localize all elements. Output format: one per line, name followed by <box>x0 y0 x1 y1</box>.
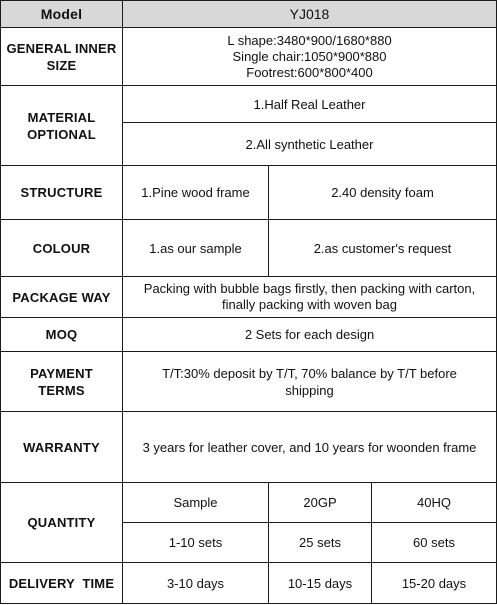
warranty-label: WARRANTY <box>1 412 123 483</box>
inner-size-label: GENERAL INNER SIZE <box>1 28 123 86</box>
structure-label: STRUCTURE <box>1 166 123 220</box>
quantity-value-20gp: 25 sets <box>269 523 372 563</box>
warranty-value: 3 years for leather cover, and 10 years for woonden frame <box>123 412 497 483</box>
payment-value: T/T:30% deposit by T/T, 70% balance by T/T before shipping <box>123 352 497 412</box>
structure-item-1: 1.Pine wood frame <box>123 166 269 220</box>
quantity-header-40hq: 40HQ <box>372 483 497 523</box>
model-label: Model <box>1 1 123 28</box>
delivery-value-20gp: 10-15 days <box>269 563 372 604</box>
quantity-label: QUANTITY <box>1 483 123 563</box>
material-label: MATERIAL OPTIONAL <box>1 86 123 166</box>
quantity-header-sample: Sample <box>123 483 269 523</box>
delivery-value-sample: 3-10 days <box>123 563 269 604</box>
material-option-1: 1.Half Real Leather <box>123 86 497 123</box>
package-value: Packing with bubble bags firstly, then packing with carton, finally packing with woven bag <box>123 277 497 318</box>
moq-value: 2 Sets for each design <box>123 318 497 352</box>
moq-label: MOQ <box>1 318 123 352</box>
material-option-2: 2.All synthetic Leather <box>123 123 497 166</box>
quantity-value-sample: 1-10 sets <box>123 523 269 563</box>
delivery-label: DELIVERY TIME <box>1 563 123 604</box>
colour-item-2: 2.as customer's request <box>269 220 497 277</box>
payment-label: PAYMENT TERMS <box>1 352 123 412</box>
structure-item-2: 2.40 density foam <box>269 166 497 220</box>
colour-item-1: 1.as our sample <box>123 220 269 277</box>
quantity-header-20gp: 20GP <box>269 483 372 523</box>
model-value: YJ018 <box>123 1 497 28</box>
colour-label: COLOUR <box>1 220 123 277</box>
package-label: PACKAGE WAY <box>1 277 123 318</box>
inner-size-value: L shape:3480*900/1680*880 Single chair:1050*900*880 Footrest:600*800*400 <box>123 28 497 86</box>
quantity-value-40hq: 60 sets <box>372 523 497 563</box>
delivery-value-40hq: 15-20 days <box>372 563 497 604</box>
